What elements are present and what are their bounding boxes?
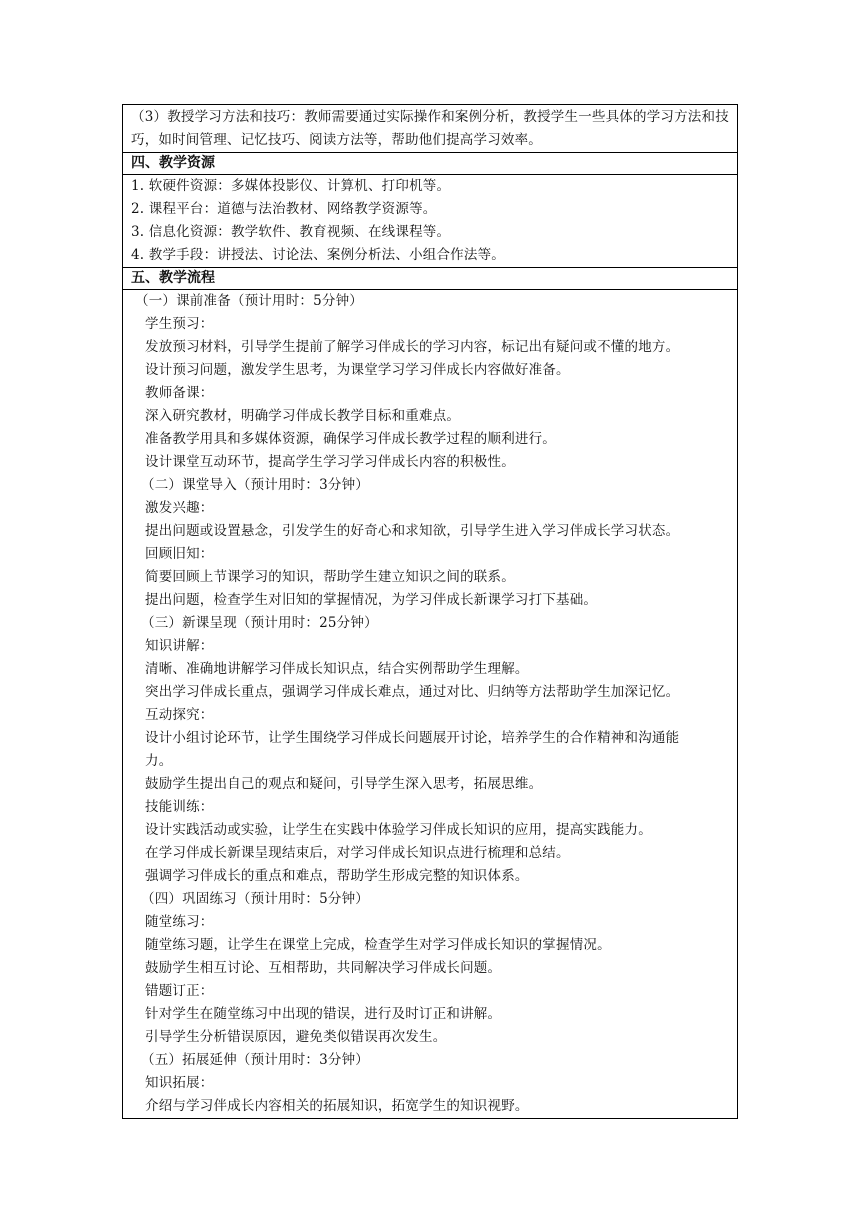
- subsection-label: 知识拓展：: [145, 1075, 214, 1091]
- body-line: 提出问题或设置悬念，引发学生的好奇心和求知欲，引导学生进入学习伴成长学习状态。: [145, 523, 680, 539]
- body-line: 设计预习问题，激发学生思考，为课堂学习学习伴成长内容做好准备。: [145, 362, 570, 378]
- body-line: 在学习伴成长新课呈现结束后，对学习伴成长知识点进行梳理和总结。: [145, 845, 570, 861]
- phase-heading: （四）巩固练习（预计用时：5分钟）: [141, 891, 369, 907]
- body-line: 针对学生在随堂练习中出现的错误，进行及时订正和讲解。: [145, 1006, 502, 1022]
- lesson-plan-table: [122, 104, 738, 1119]
- subsection-label: 回顾旧知：: [145, 546, 214, 562]
- resource-item: 2. 课程平台：道德与法治教材、网络教学资源等。: [131, 201, 437, 217]
- phase-heading: （一）课前准备（预计用时：5分钟）: [135, 293, 363, 309]
- resource-item: 1. 软硬件资源：多媒体投影仪、计算机、打印机等。: [131, 178, 451, 194]
- body-line: 准备教学用具和多媒体资源，确保学习伴成长教学过程的顺利进行。: [145, 431, 556, 447]
- body-line: 突出学习伴成长重点，强调学习伴成长难点，通过对比、归纳等方法帮助学生加深记忆。: [145, 684, 680, 700]
- process-heading: 五、教学流程: [131, 270, 215, 286]
- body-line: 深入研究教材，明确学习伴成长教学目标和重难点。: [145, 408, 461, 424]
- body-line: 发放预习材料，引导学生提前了解学习伴成长的学习内容，标记出有疑问或不懂的地方。: [145, 339, 680, 355]
- body-line: 清晰、准确地讲解学习伴成长知识点，结合实例帮助学生理解。: [145, 661, 529, 677]
- body-line: 设计实践活动或实验，让学生在实践中体验学习伴成长知识的应用，提高实践能力。: [145, 822, 652, 838]
- resource-item: 4. 教学手段：讲授法、讨论法、案例分析法、小组合作法等。: [131, 247, 505, 263]
- process-heading-row: [123, 268, 737, 290]
- body-line: 设计课堂互动环节，提高学生学习学习伴成长内容的积极性。: [145, 454, 515, 470]
- body-line: 强调学习伴成长的重点和难点，帮助学生形成完整的知识体系。: [145, 868, 529, 884]
- body-line: 鼓励学生相互讨论、互相帮助，共同解决学习伴成长问题。: [145, 960, 502, 976]
- subsection-label: 学生预习：: [145, 316, 214, 332]
- body-line: 随堂练习题，让学生在课堂上完成，检查学生对学习伴成长知识的掌握情况。: [145, 937, 611, 953]
- body-line: 提出问题，检查学生对旧知的掌握情况，为学习伴成长新课学习打下基础。: [145, 592, 598, 608]
- subsection-label: 技能训练：: [145, 799, 214, 815]
- body-line: 力。: [145, 753, 173, 769]
- resources-heading-row: [123, 153, 737, 175]
- subsection-label: 随堂练习：: [145, 914, 214, 930]
- body-line: 介绍与学习伴成长内容相关的拓展知识，拓宽学生的知识视野。: [145, 1098, 529, 1114]
- intro-text: （3）教授学习方法和技巧：教师需要通过实际操作和案例分析，教授学生一些具体的学习方法和技巧，如时间管理、记忆技巧、阅读方法等，帮助他们提高学习效率。: [131, 109, 729, 148]
- phase-heading: （五）拓展延伸（预计用时：3分钟）: [141, 1052, 369, 1068]
- intro-row: [123, 105, 737, 153]
- body-line: 简要回顾上节课学习的知识，帮助学生建立知识之间的联系。: [145, 569, 515, 585]
- process-body-row: [123, 290, 737, 1118]
- subsection-label: 知识讲解：: [145, 638, 214, 654]
- subsection-label: 互动探究：: [145, 707, 214, 723]
- resources-heading: 四、教学资源: [131, 155, 215, 171]
- phase-heading: （三）新课呈现（预计用时：25分钟）: [141, 615, 378, 631]
- resources-list-row: [123, 175, 737, 268]
- subsection-label: 激发兴趣：: [145, 500, 214, 516]
- body-line: 设计小组讨论环节，让学生围绕学习伴成长问题展开讨论，培养学生的合作精神和沟通能: [145, 730, 680, 746]
- body-line: 鼓励学生提出自己的观点和疑问，引导学生深入思考，拓展思维。: [145, 776, 543, 792]
- resource-item: 3. 信息化资源：教学软件、教育视频、在线课程等。: [131, 224, 451, 240]
- subsection-label: 教师备课：: [145, 385, 214, 401]
- phase-heading: （二）课堂导入（预计用时：3分钟）: [141, 477, 369, 493]
- body-line: 引导学生分析错误原因，避免类似错误再次发生。: [145, 1029, 447, 1045]
- subsection-label: 错题订正：: [145, 983, 214, 999]
